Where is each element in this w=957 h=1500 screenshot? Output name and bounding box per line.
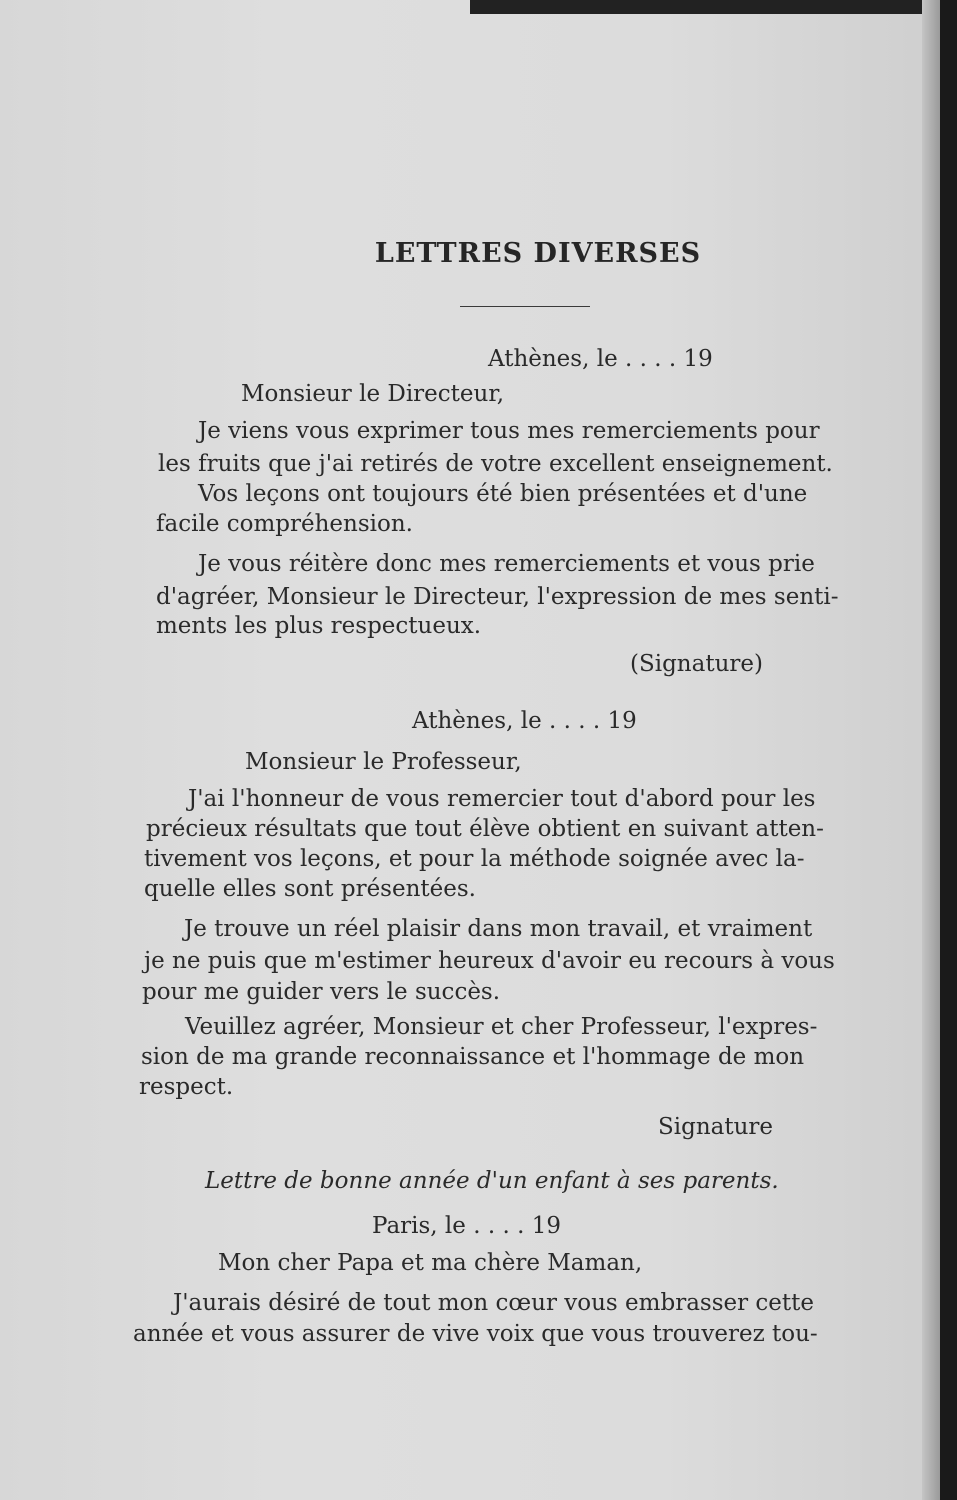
letter-1-line: ments les plus respectueux. bbox=[156, 613, 482, 639]
letter-2-line: sion de ma grande reconnaissance et l'hommage de mon bbox=[141, 1044, 805, 1070]
letter-3-line: J'aurais désiré de tout mon cœur vous embrasser cette bbox=[173, 1290, 815, 1316]
letter-1-line: Je viens vous exprimer tous mes remerciements pour bbox=[198, 418, 820, 444]
letter-1-line: d'agréer, Monsieur le Directeur, l'expression de mes senti- bbox=[156, 584, 839, 610]
page-edge bbox=[922, 0, 940, 1500]
letter-2-line: je ne puis que m'estimer heureux d'avoir eu recours à vous bbox=[144, 948, 835, 974]
letter-2-line: Veuillez agréer, Monsieur et cher Professeur, l'expres- bbox=[185, 1014, 818, 1040]
letter-3-line: année et vous assurer de vive voix que vous trouverez tou- bbox=[133, 1321, 818, 1347]
letter-1-salutation: Monsieur le Directeur, bbox=[241, 381, 505, 407]
letter-1-line: les fruits que j'ai retirés de votre excellent enseignement. bbox=[158, 451, 833, 477]
letter-2-line: précieux résultats que tout élève obtient en suivant atten- bbox=[146, 816, 824, 842]
page-title: LETTRES DIVERSES bbox=[374, 238, 702, 269]
letter-2-line: pour me guider vers le succès. bbox=[142, 979, 501, 1005]
letter-2-line: tivement vos leçons, et pour la méthode soignée avec la- bbox=[144, 846, 805, 872]
letter-2-signature: Signature bbox=[658, 1114, 774, 1140]
letter-2-line: J'ai l'honneur de vous remercier tout d'abord pour les bbox=[188, 786, 816, 812]
letter-2-line: Je trouve un réel plaisir dans mon travail, et vraiment bbox=[184, 916, 813, 942]
letter-1-line: facile compréhension. bbox=[156, 511, 413, 537]
letter-3-heading: Lettre de bonne année d'un enfant à ses parents. bbox=[205, 1168, 779, 1194]
letter-3-salutation: Mon cher Papa et ma chère Maman, bbox=[218, 1250, 643, 1276]
letter-1-signature: (Signature) bbox=[630, 651, 763, 677]
letter-2-line: quelle elles sont présentées. bbox=[144, 876, 476, 902]
letter-2-line: respect. bbox=[139, 1074, 234, 1100]
scan-border bbox=[470, 0, 940, 14]
letter-1-dateline: Athènes, le . . . . 19 bbox=[488, 346, 713, 372]
letter-1-line: Je vous réitère donc mes remerciements et vous prie bbox=[198, 551, 815, 577]
title-divider bbox=[460, 306, 590, 307]
letter-2-dateline: Athènes, le . . . . 19 bbox=[412, 708, 637, 734]
letter-3-dateline: Paris, le . . . . 19 bbox=[372, 1213, 561, 1239]
letter-1-line: Vos leçons ont toujours été bien présentées et d'une bbox=[198, 481, 808, 507]
letter-2-salutation: Monsieur le Professeur, bbox=[245, 749, 522, 775]
